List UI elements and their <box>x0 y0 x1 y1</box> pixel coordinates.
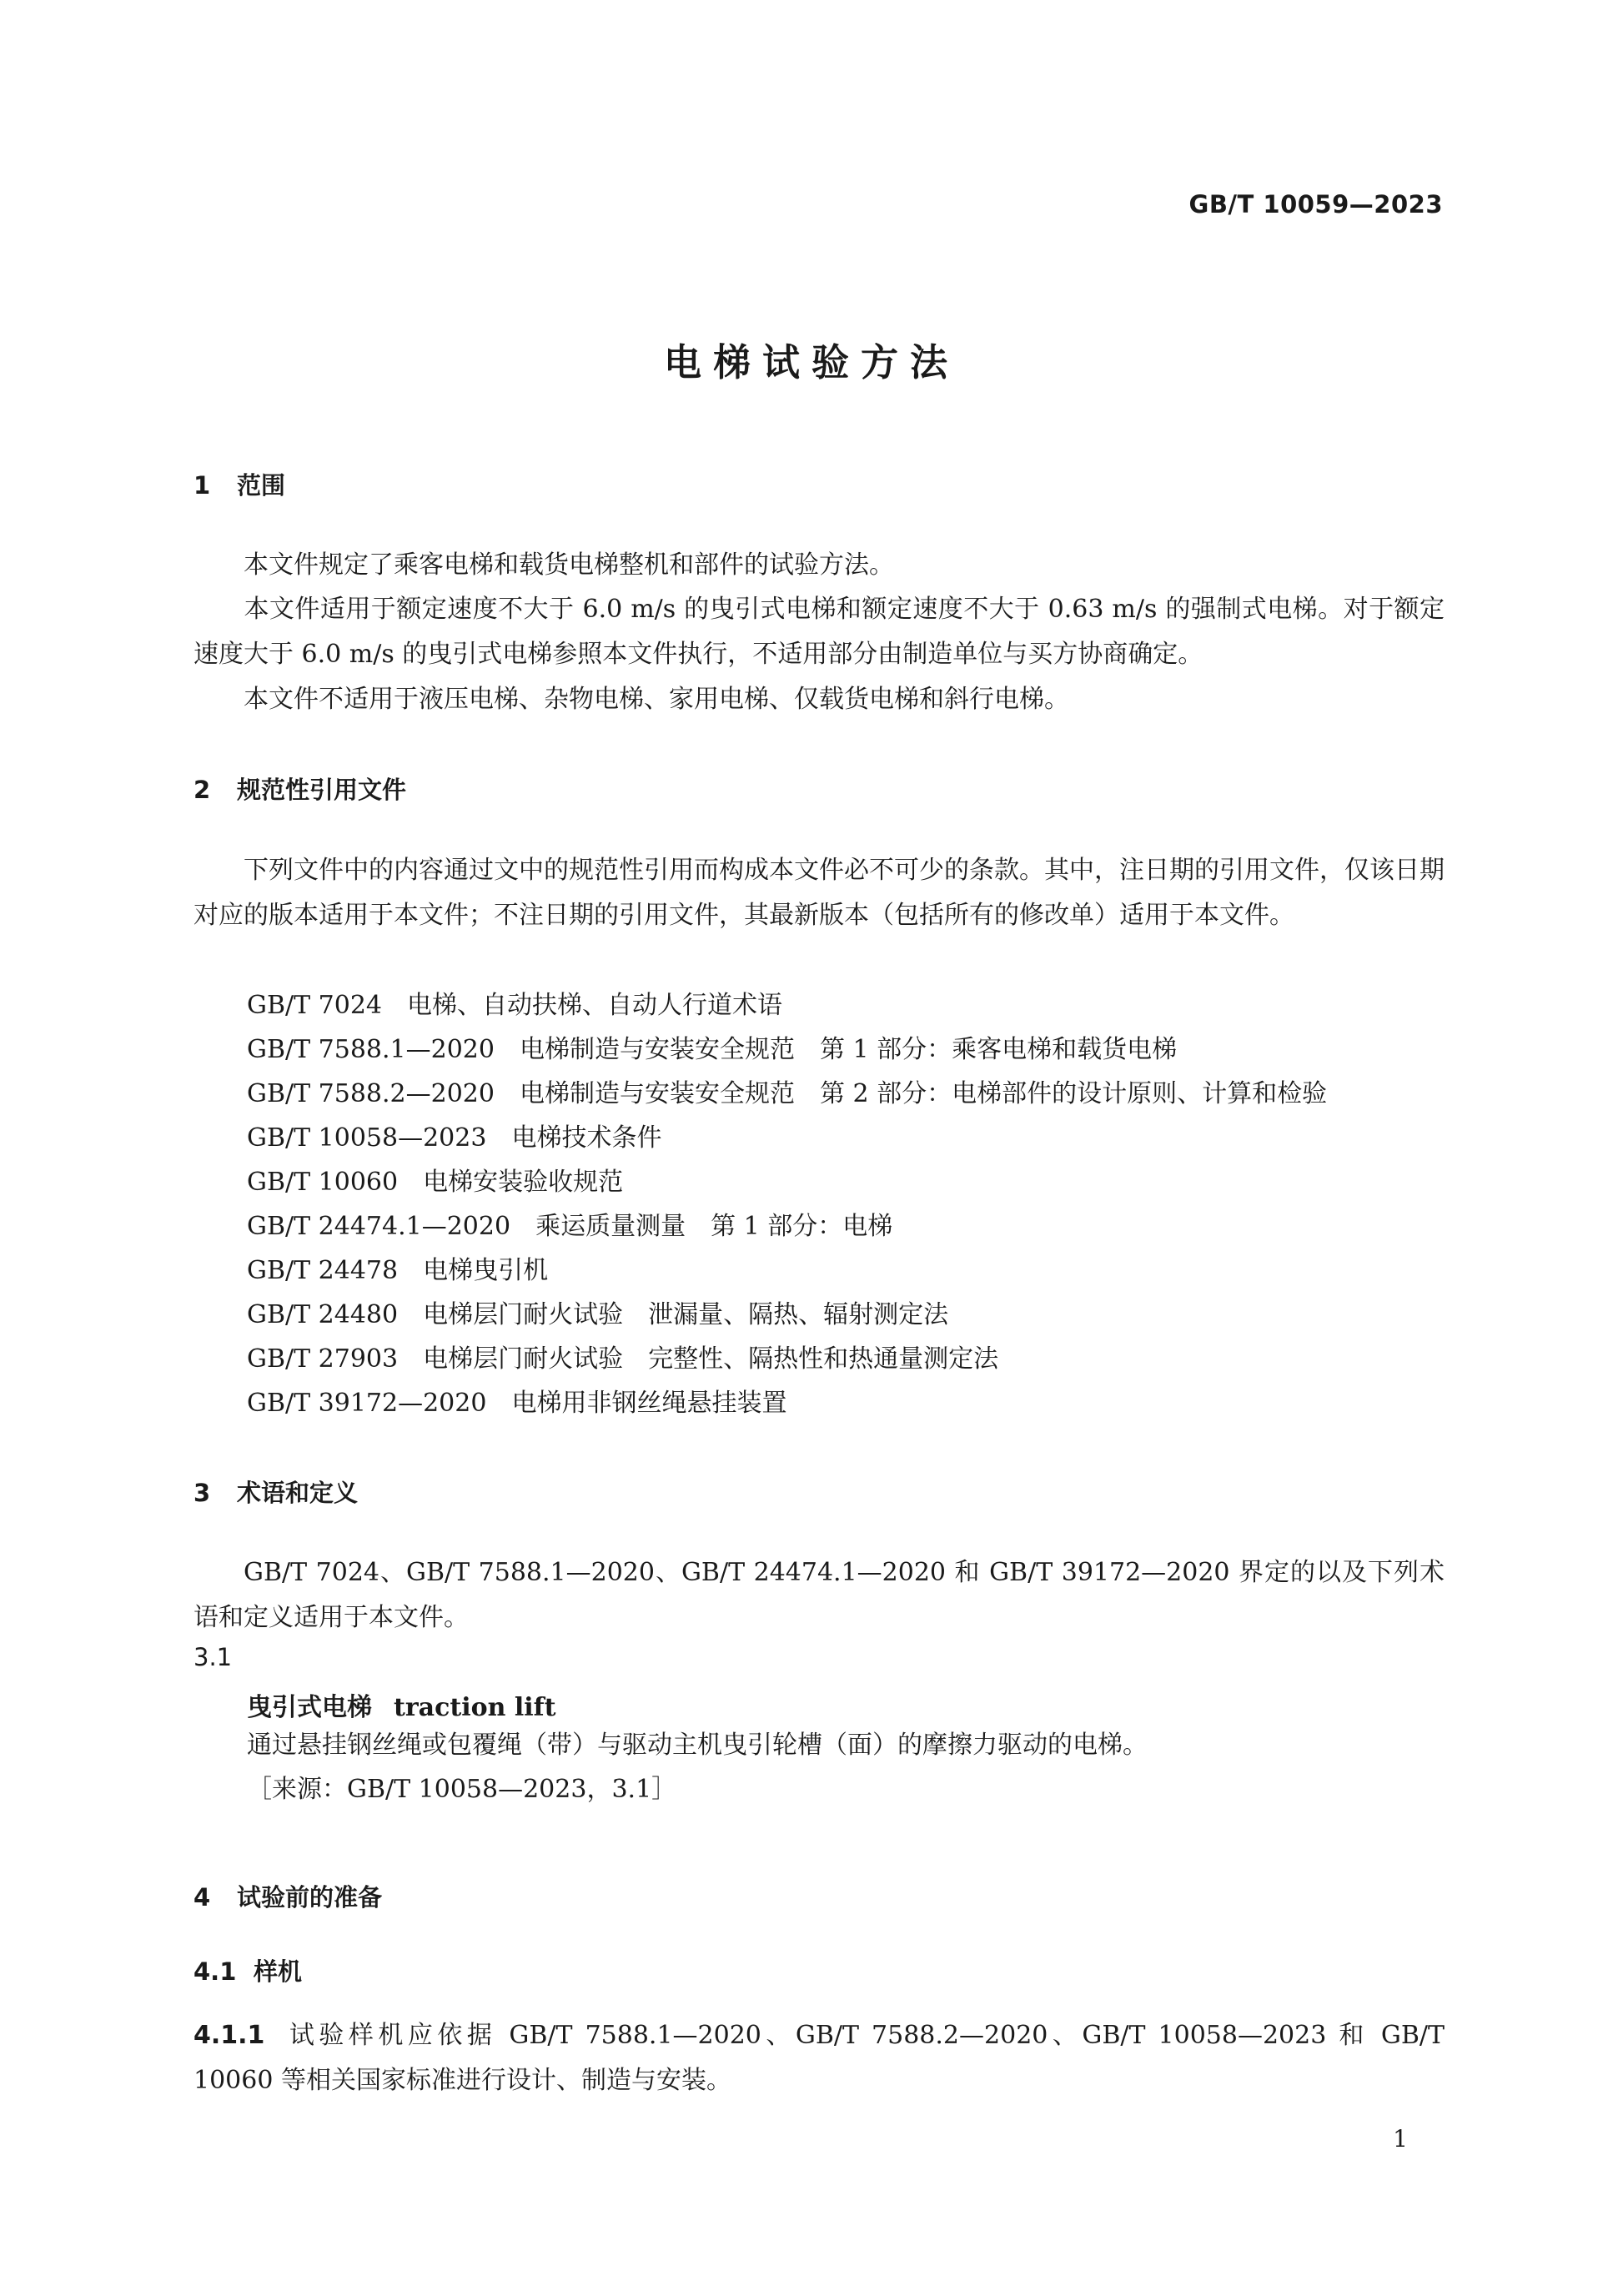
reference-item: GB/T 7588.2—2020 电梯制造与安装安全规范 第 2 部分：电梯部件的设计原则、计算和检验 <box>247 1079 1328 1108</box>
term-name-en: traction lift <box>394 1693 556 1722</box>
references-intro: 下列文件中的内容通过文中的规范性引用而构成本文件必不可少的条款。其中，注日期的引用文件，仅该日期对应的版本适用于本文件；不注日期的引用文件，其最新版本（包括所有的修改单）适用于本文件。 <box>193 856 1445 930</box>
reference-item: GB/T 39172—2020 电梯用非钢丝绳悬挂装置 <box>247 1389 787 1418</box>
scope-paragraph-3: 本文件不适用于液压电梯、杂物电梯、家用电梯、仅载货电梯和斜行电梯。 <box>244 685 1069 714</box>
section-title: 术语和定义 <box>237 1479 359 1507</box>
term-number: 3.1 <box>193 1643 233 1671</box>
section-number: 2 <box>193 776 211 804</box>
page-number: 1 <box>1393 2125 1408 2153</box>
subsection-heading-sample <box>193 1953 302 1987</box>
scope-paragraph-2: 本文件适用于额定速度不大于 6.0 m/s 的曳引式电梯和额定速度不大于 0.63 m/s 的强制式电梯。对于额定速度大于 6.0 m/s 的曳引式电梯参照本文件执行，不适用部分由制造单位与买方协商确定。 <box>193 595 1445 669</box>
section-heading-normative-references <box>193 771 406 806</box>
scope-paragraph-1: 本文件规定了乘客电梯和载货电梯整机和部件的试验方法。 <box>244 550 894 580</box>
reference-item: GB/T 7024 电梯、自动扶梯、自动人行道术语 <box>247 991 783 1020</box>
reference-item: GB/T 24480 电梯层门耐火试验 泄漏量、隔热、辐射测定法 <box>247 1300 949 1329</box>
standard-number: GB/T 10059—2023 <box>1188 190 1443 219</box>
term-source: ［来源：GB/T 10058—2023，3.1］ <box>247 1775 677 1804</box>
section-title: 规范性引用文件 <box>237 776 407 804</box>
terms-intro: GB/T 7024、GB/T 7588.1—2020、GB/T 24474.1—2020 和 GB/T 39172—2020 界定的以及下列术语和定义适用于本文件。 <box>193 1558 1445 1632</box>
term-definition: 通过悬挂钢丝绳或包覆绳（带）与驱动主机曳引轮槽（面）的摩擦力驱动的电梯。 <box>247 1731 1148 1760</box>
reference-item: GB/T 7588.1—2020 电梯制造与安装安全规范 第 1 部分：乘客电梯和载货电梯 <box>247 1035 1178 1064</box>
reference-item: GB/T 10058—2023 电梯技术条件 <box>247 1123 662 1153</box>
term-name <box>247 1686 555 1723</box>
section-title: 试验前的准备 <box>237 1883 383 1912</box>
reference-item: GB/T 27903 电梯层门耐火试验 完整性、隔热性和热通量测定法 <box>247 1344 999 1374</box>
subsection-title: 样机 <box>254 1957 303 1986</box>
section-heading-test-preparation <box>193 1879 382 1913</box>
clause-text: 试验样机应依据 GB/T 7588.1—2020、GB/T 7588.2—2020、GB/T 10058—2023 和 GB/T 10060 等相关国家标准进行设计、制造与安装。 <box>193 2021 1445 2095</box>
clause-number: 4.1.1 <box>193 2021 265 2050</box>
clause-4-1-1 <box>193 2013 1445 2103</box>
reference-item: GB/T 24474.1—2020 乘运质量测量 第 1 部分：电梯 <box>247 1212 893 1241</box>
section-heading-scope <box>193 467 285 501</box>
reference-item: GB/T 24478 电梯曳引机 <box>247 1256 549 1285</box>
reference-item: GB/T 10060 电梯安装验收规范 <box>247 1168 624 1197</box>
document-title: 电梯试验方法 <box>663 340 959 384</box>
subsection-number: 4.1 <box>193 1957 237 1986</box>
section-number: 1 <box>193 471 211 500</box>
term-name-zh: 曳引式电梯 <box>247 1693 372 1722</box>
section-number: 4 <box>193 1883 211 1912</box>
section-title: 范围 <box>237 471 286 500</box>
section-heading-terms <box>193 1475 358 1509</box>
section-number: 3 <box>193 1479 211 1507</box>
